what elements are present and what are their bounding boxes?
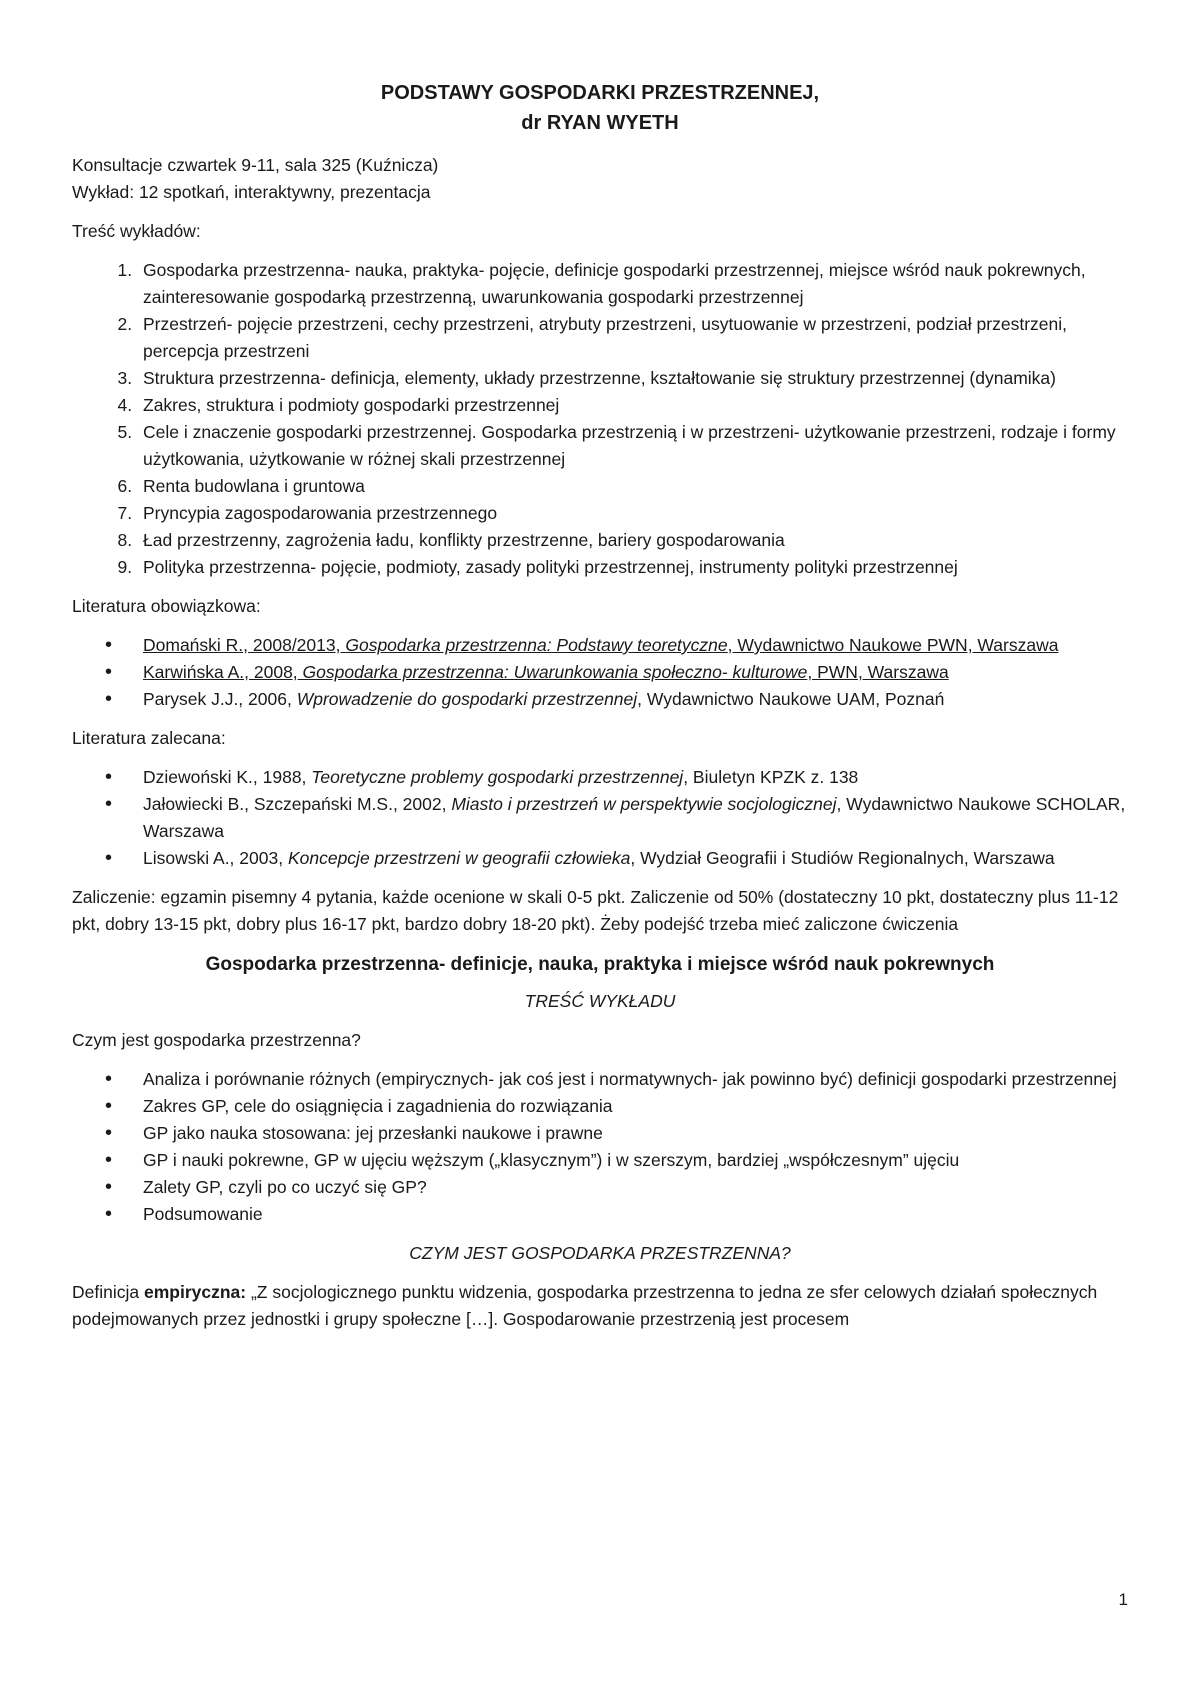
title-line-2: dr RYAN WYETH (521, 112, 679, 134)
lit-author: Lisowski A., 2003, (143, 848, 288, 868)
definition-type: empiryczna: (143, 1282, 247, 1302)
lit-author: Parysek J.J., 2006, (143, 689, 297, 709)
literature-item (137, 632, 1128, 659)
definition-paragraph (72, 1279, 1128, 1333)
list-item: 7. Pryncypia zagospodarowania przestrzennego (137, 500, 1128, 527)
lectures-list (72, 257, 1128, 581)
list-item: 9. Polityka przestrzenna- pojęcie, podmioty, zasady polityki przestrzennej, instrumenty polityki przestrzennej (137, 554, 1128, 581)
lit-title: Teoretyczne problemy gospodarki przestrzennej (311, 767, 684, 787)
title-line-1: PODSTAWY GOSPODARKI PRZESTRZENNEJ, (380, 82, 820, 104)
recommended-literature-list (72, 764, 1128, 872)
content-label: TREŚĆ WYKŁADU (524, 991, 676, 1011)
lit-title: Koncepcje przestrzeni w geografii człowieka (287, 848, 631, 868)
literature-item (137, 764, 1128, 791)
list-item: 5. Cele i znaczenie gospodarki przestrzennej. Gospodarka przestrzenią i w przestrzeni- użytkowanie przestrzeni, rodzaje i formy użytkowania, użytkowanie w różnej skali przestrzennej (137, 419, 1128, 473)
lit-author: Dziewoński K., 1988, (143, 767, 312, 787)
lit-author: Domański R., 2008/2013, (143, 635, 346, 655)
lectures-label: Treść wykładów: (72, 221, 201, 241)
lit-title: Miasto i przestrzeń w perspektywie socjologicznej (451, 794, 837, 814)
section-subheading: CZYM JEST GOSPODARKA PRZESTRZENNA? (409, 1243, 791, 1263)
required-literature-list (72, 632, 1128, 713)
consultation-hours: Konsultacje czwartek 9-11, sala 325 (Kuźnicza) (72, 155, 439, 175)
document-title (72, 78, 1128, 138)
lit-publisher: , Wydawnictwo Naukowe UAM, Poznań (637, 689, 945, 709)
section-question: Czym jest gospodarka przestrzenna? (72, 1030, 361, 1050)
section-topics-list (72, 1066, 1128, 1228)
literature-item (137, 791, 1128, 845)
lit-publisher: , Wydział Geografii i Studiów Regionalnych, Warszawa (630, 848, 1055, 868)
list-item: 6. Renta budowlana i gruntowa (137, 473, 1128, 500)
list-item: • GP i nauki pokrewne, GP w ujęciu węższym („klasycznym”) i w szerszym, bardziej „współczesnym” ujęciu (137, 1147, 1128, 1174)
lit-title: Gospodarka przestrzenna: Uwarunkowania społeczno- kulturowe (302, 662, 808, 682)
list-item: 1. Gospodarka przestrzenna- nauka, praktyka- pojęcie, definicje gospodarki przestrzennej, miejsce wśród nauk pokrewnych, zainteresowanie gospodarką przestrzenną, uwarunkowania gospodarki przestrzennej (137, 257, 1128, 311)
lit-publisher: , Wydawnictwo Naukowe SCHOLAR, Warszawa (143, 794, 1126, 841)
list-item: • Analiza i porównanie różnych (empirycznych- jak coś jest i normatywnych- jak powinno być) definicji gospodarki przestrzennej (137, 1066, 1128, 1093)
lit-author: Karwińska A., 2008, (143, 662, 303, 682)
required-literature-label: Literatura obowiązkowa: (72, 596, 261, 616)
lit-title: Wprowadzenie do gospodarki przestrzennej (296, 689, 638, 709)
lit-author: Jałowiecki B., Szczepański M.S., 2002, (143, 794, 452, 814)
definition-text: „Z socjologicznego punktu widzenia, gospodarka przestrzenna to jedna ze sfer celowych działań społecznych podejmowanych przez jednostki i grupy społeczne […]. Gospodarowanie przestrzenią jest procesem (72, 1282, 1098, 1329)
page-number: 1 (1118, 1590, 1128, 1609)
list-item: • GP jako nauka stosowana: jej przesłanki naukowe i prawne (137, 1120, 1128, 1147)
literature-item (137, 845, 1128, 872)
list-item: 3. Struktura przestrzenna- definicja, elementy, układy przestrzenne, kształtowanie się struktury przestrzennej (dynamika) (137, 365, 1128, 392)
lit-publisher: , PWN, Warszawa (807, 662, 949, 682)
literature-item (137, 659, 1128, 686)
list-item: • Zakres GP, cele do osiągnięcia i zagadnienia do rozwiązania (137, 1093, 1128, 1120)
list-item: • Podsumowanie (137, 1201, 1128, 1228)
definition-prefix: Definicja (72, 1282, 144, 1302)
list-item: 4. Zakres, struktura i podmioty gospodarki przestrzennej (137, 392, 1128, 419)
course-info (72, 152, 1128, 206)
grading-info: Zaliczenie: egzamin pisemny 4 pytania, każde ocenione w skali 0-5 pkt. Zaliczenie od 50% (dostateczny 10 pkt, dostateczny plus 11-12 pkt, dobry 13-15 pkt, dobry plus 16-17 pkt, bardzo dobry 18-20 pkt). Żeby podejść trzeba mieć zaliczone ćwiczenia (72, 887, 1119, 934)
list-item: 8. Ład przestrzenny, zagrożenia ładu, konflikty przestrzenne, bariery gospodarowania (137, 527, 1128, 554)
lecture-info: Wykład: 12 spotkań, interaktywny, prezentacja (72, 182, 431, 202)
list-item: • Zalety GP, czyli po co uczyć się GP? (137, 1174, 1128, 1201)
literature-item (137, 686, 1128, 713)
recommended-literature-label: Literatura zalecana: (72, 728, 226, 748)
section-heading: Gospodarka przestrzenna- definicje, nauka, praktyka i miejsce wśród nauk pokrewnych (205, 954, 995, 975)
list-item: 2. Przestrzeń- pojęcie przestrzeni, cechy przestrzeni, atrybuty przestrzeni, usytuowanie w przestrzeni, podział przestrzeni, percepcja przestrzeni (137, 311, 1128, 365)
lit-publisher: , Biuletyn KPZK z. 138 (683, 767, 859, 787)
lit-publisher: , Wydawnictwo Naukowe PWN, Warszawa (727, 635, 1059, 655)
lit-title: Gospodarka przestrzenna: Podstawy teoretyczne (345, 635, 728, 655)
